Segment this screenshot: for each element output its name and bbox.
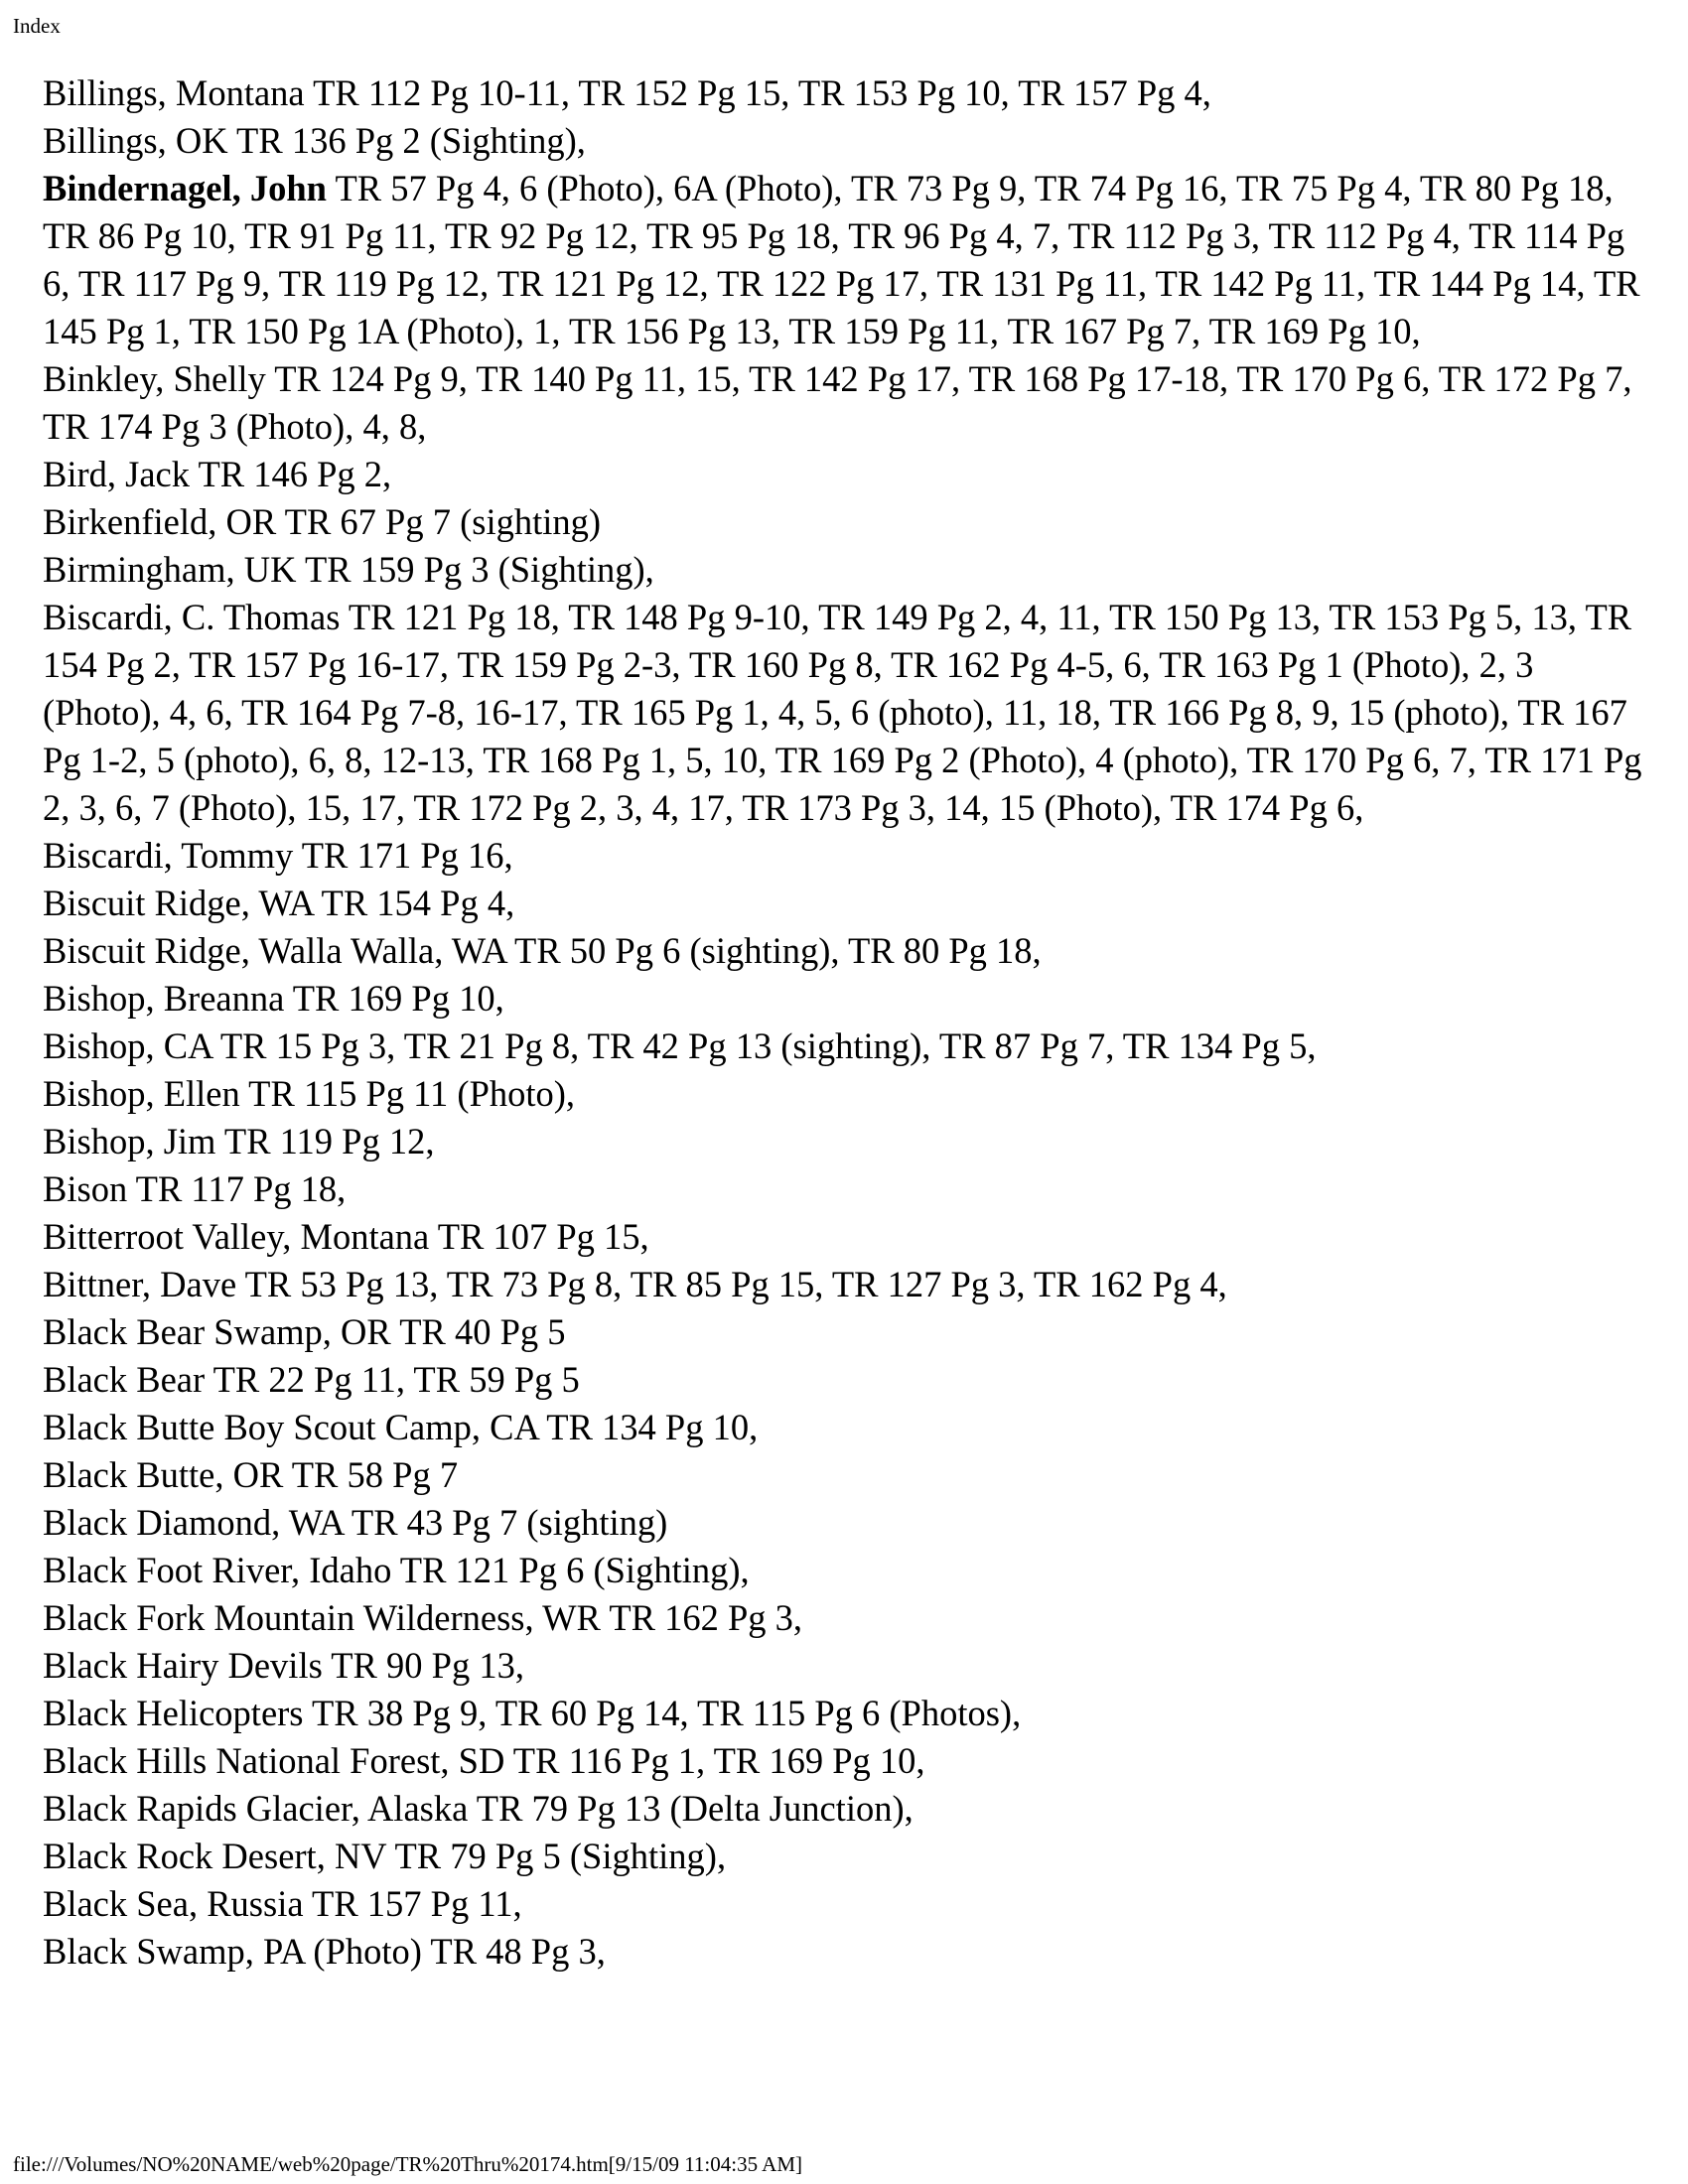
index-entry-text: Birmingham, UK TR 159 Pg 3 (Sighting),	[43, 549, 654, 590]
index-entry	[43, 1928, 1656, 1976]
index-entry	[43, 1690, 1656, 1737]
index-entry	[43, 355, 1656, 451]
index-entry	[43, 1070, 1656, 1118]
index-entry-text: TR 57 Pg 4, 6 (Photo), 6A (Photo), TR 73 Pg 9, TR 74 Pg 16, TR 75 Pg 4, TR 80 Pg 18, TR 86 Pg 10, TR 91 Pg 11, TR 92 Pg 12, TR 95 Pg 18, TR 96 Pg 4, 7, TR 112 Pg 3, TR 112 Pg 4, TR 114 Pg 6, TR 117 Pg 9, TR 119 Pg 12, TR 121 Pg 12, TR 122 Pg 17, TR 131 Pg 11, TR 142 Pg 11, TR 144 Pg 14, TR 145 Pg 1, TR 150 Pg 1A (Photo), 1, TR 156 Pg 13, TR 159 Pg 11, TR 167 Pg 7, TR 169 Pg 10,	[43, 168, 1640, 351]
index-entry	[43, 1594, 1656, 1642]
index-entry	[43, 1642, 1656, 1690]
page-footer: file:///Volumes/NO%20NAME/web%20page/TR%20Thru%20174.htm[9/15/09 11:04:35 AM]	[13, 2152, 803, 2176]
index-entry-text: Black Foot River, Idaho TR 121 Pg 6 (Sighting),	[43, 1550, 750, 1590]
index-entry-text: Biscuit Ridge, WA TR 154 Pg 4,	[43, 883, 515, 923]
index-entry	[43, 1451, 1656, 1499]
index-entry-text: Bird, Jack TR 146 Pg 2,	[43, 454, 392, 494]
index-entry-text: Black Hairy Devils TR 90 Pg 13,	[43, 1645, 524, 1686]
index-entry-text: Biscuit Ridge, Walla Walla, WA TR 50 Pg 6 (sighting), TR 80 Pg 18,	[43, 930, 1042, 971]
index-entry	[43, 165, 1656, 355]
index-entry-text: Black Hills National Forest, SD TR 116 Pg 1, TR 169 Pg 10,	[43, 1740, 925, 1781]
index-entry	[43, 498, 1656, 546]
index-entry-text: Black Fork Mountain Wilderness, WR TR 162 Pg 3,	[43, 1597, 803, 1638]
index-entry	[43, 69, 1656, 117]
index-entry	[43, 1118, 1656, 1165]
index-entry	[43, 880, 1656, 927]
index-entry	[43, 594, 1656, 832]
index-entry-text: Biscardi, C. Thomas TR 121 Pg 18, TR 148 Pg 9-10, TR 149 Pg 2, 4, 11, TR 150 Pg 13, TR 153 Pg 5, 13, TR 154 Pg 2, TR 157 Pg 16-17, TR 159 Pg 2-3, TR 160 Pg 8, TR 162 Pg 4-5, 6, TR 163 Pg 1 (Photo), 2, 3 (Photo), 4, 6, TR 164 Pg 7-8, 16-17, TR 165 Pg 1, 4, 5, 6 (photo), 11, 18, TR 166 Pg 8, 9, 15 (photo), TR 167 Pg 1-2, 5 (photo), 6, 8, 12-13, TR 168 Pg 1, 5, 10, TR 169 Pg 2 (Photo), 4 (photo), TR 170 Pg 6, 7, TR 171 Pg 2, 3, 6, 7 (Photo), 15, 17, TR 172 Pg 2, 3, 4, 17, TR 173 Pg 3, 14, 15 (Photo), TR 174 Pg 6,	[43, 597, 1642, 828]
index-entry-text: Bison TR 117 Pg 18,	[43, 1168, 347, 1209]
index-entry-text: Black Rapids Glacier, Alaska TR 79 Pg 13 (Delta Junction),	[43, 1788, 914, 1829]
index-entry-bold-name: Bindernagel, John	[43, 168, 327, 208]
index-entry	[43, 1737, 1656, 1785]
index-entry-text: Bitterroot Valley, Montana TR 107 Pg 15,	[43, 1216, 649, 1257]
index-entry-text: Billings, OK TR 136 Pg 2 (Sighting),	[43, 120, 586, 161]
index-entry-text: Black Diamond, WA TR 43 Pg 7 (sighting)	[43, 1502, 668, 1543]
index-entry	[43, 1499, 1656, 1547]
index-entry	[43, 1880, 1656, 1928]
index-entry	[43, 975, 1656, 1023]
index-entry	[43, 1308, 1656, 1356]
index-entry	[43, 117, 1656, 165]
index-entry	[43, 832, 1656, 880]
index-entry	[43, 546, 1656, 594]
index-entry	[43, 927, 1656, 975]
index-entry-text: Bittner, Dave TR 53 Pg 13, TR 73 Pg 8, TR 85 Pg 15, TR 127 Pg 3, TR 162 Pg 4,	[43, 1264, 1227, 1304]
index-entry-text: Black Helicopters TR 38 Pg 9, TR 60 Pg 14, TR 115 Pg 6 (Photos),	[43, 1693, 1022, 1733]
index-entry-text: Bishop, Ellen TR 115 Pg 11 (Photo),	[43, 1073, 576, 1114]
index-entry	[43, 1356, 1656, 1404]
index-entry-text: Bishop, Jim TR 119 Pg 12,	[43, 1121, 435, 1161]
index-entry-text: Black Butte, OR TR 58 Pg 7	[43, 1454, 459, 1495]
index-entry	[43, 1785, 1656, 1833]
index-entry-text: Black Rock Desert, NV TR 79 Pg 5 (Sighting),	[43, 1836, 727, 1876]
index-entry-text: Black Sea, Russia TR 157 Pg 11,	[43, 1883, 522, 1924]
page-header: Index	[13, 14, 61, 38]
index-entry-text: Birkenfield, OR TR 67 Pg 7 (sighting)	[43, 501, 602, 542]
index-entry	[43, 1213, 1656, 1261]
index-entry-text: Binkley, Shelly TR 124 Pg 9, TR 140 Pg 11, 15, TR 142 Pg 17, TR 168 Pg 17-18, TR 170 Pg 6, TR 172 Pg 7, TR 174 Pg 3 (Photo), 4, 8,	[43, 358, 1632, 447]
index-entry	[43, 451, 1656, 498]
index-entry	[43, 1404, 1656, 1451]
index-entry	[43, 1547, 1656, 1594]
index-entry-text: Billings, Montana TR 112 Pg 10-11, TR 152 Pg 15, TR 153 Pg 10, TR 157 Pg 4,	[43, 72, 1211, 113]
index-entry	[43, 1261, 1656, 1308]
index-list	[43, 69, 1656, 1976]
index-entry-text: Biscardi, Tommy TR 171 Pg 16,	[43, 835, 513, 876]
index-entry-text: Black Bear TR 22 Pg 11, TR 59 Pg 5	[43, 1359, 580, 1400]
index-entry	[43, 1833, 1656, 1880]
index-entry	[43, 1023, 1656, 1070]
index-entry-text: Black Bear Swamp, OR TR 40 Pg 5	[43, 1311, 566, 1352]
index-entry-text: Black Swamp, PA (Photo) TR 48 Pg 3,	[43, 1931, 606, 1972]
index-entry-text: Black Butte Boy Scout Camp, CA TR 134 Pg 10,	[43, 1407, 759, 1447]
index-entry-text: Bishop, CA TR 15 Pg 3, TR 21 Pg 8, TR 42 Pg 13 (sighting), TR 87 Pg 7, TR 134 Pg 5,	[43, 1025, 1317, 1066]
index-entry-text: Bishop, Breanna TR 169 Pg 10,	[43, 978, 504, 1019]
index-entry	[43, 1165, 1656, 1213]
